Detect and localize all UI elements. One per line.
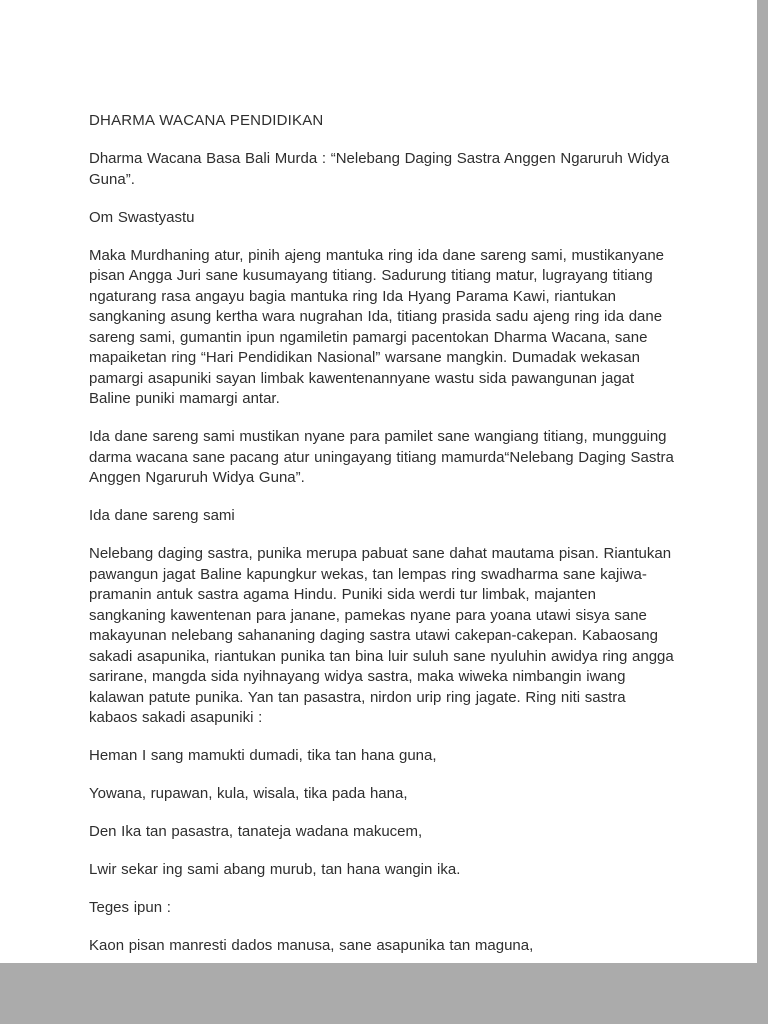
paragraph: Ida dane sareng sami mustikan nyane para pamilet sane wangiang titiang, mungguing darma wacana sane pacang atur uningayang titiang mamurda“Nelebang Daging Sastra Anggen Ngaruruh Widya Guna”. [89, 428, 674, 486]
paragraph: Ida dane sareng sami [89, 507, 235, 524]
paragraph: Maka Murdhaning atur, pinih ajeng mantuka ring ida dane sareng sami, mustikanyane pisan Angga Juri sane kusumayang titiang. Sadurung titiang matur, lugrayang titiang ngaturang rasa angayu bagia mantuka ring Ida Hyang Parama Kawi, riantukan sangkaning asung kertha wara nugrahan Ida, titiang prasida sadu ajeng ring ida dane sareng sami, gumantin ipun ngamiletin pamargi pacentokan Dharma Wacana, sane mapaiketan ring “Hari Pendidikan Nasional” warsane mangkin. Dumadak wekasan pamargi asapuniki sayan limbak kawentenannyane wastu sida pawangunan jagat Baline puniki mamargi antar. [89, 246, 665, 407]
verse-line: Heman I sang mamukti dumadi, tika tan hana guna, [89, 747, 437, 764]
paragraph: Dharma Wacana Basa Bali Murda : “Nelebang Daging Sastra Anggen Ngaruruh Widya Guna”. [89, 150, 670, 188]
paragraph: Nelebang daging sastra, punika merupa pabuat sane dahat mautama pisan. Riantukan pawangun jagat Baline kapungkur wekas, tan lempas ring swadharma sane kajiwa-pramanin antuk sastra agama Hindu. Puniki sida werdi tur limbak, majanten sangkaning kawentenan para janane, pamekas nyane para yoana utawi sisya sane makayunan nelebang sahananing daging sastra utawi cakepan-cakepan. Kabaosang sakadi asapunika, riantukan punika tan bina luir suluh sane nyuluhin awidya ring angga sarirane, mangda sida nyihnayang widya sastra, maka wiweka nimbangin iwang kalawan patute punika. Yan tan pasastra, nirdon urip ring jagate. Ring niti sastra kabaos sakadi asapuniki : [89, 545, 674, 726]
paragraph: Kaon pisan manresti dados manusa, sane asapunika tan maguna, [89, 937, 534, 954]
paragraph: Teges ipun : [89, 899, 171, 916]
verse-line: Lwir sekar ing sami abang murub, tan hana wangin ika. [89, 861, 461, 878]
verse-line: Yowana, rupawan, kula, wisala, tika pada hana, [89, 785, 408, 802]
paragraph: Om Swastyastu [89, 208, 195, 226]
verse-line: Den Ika tan pasastra, tanateja wadana makucem, [89, 823, 423, 840]
document-title: DHARMA WACANA PENDIDIKAN [89, 112, 324, 129]
